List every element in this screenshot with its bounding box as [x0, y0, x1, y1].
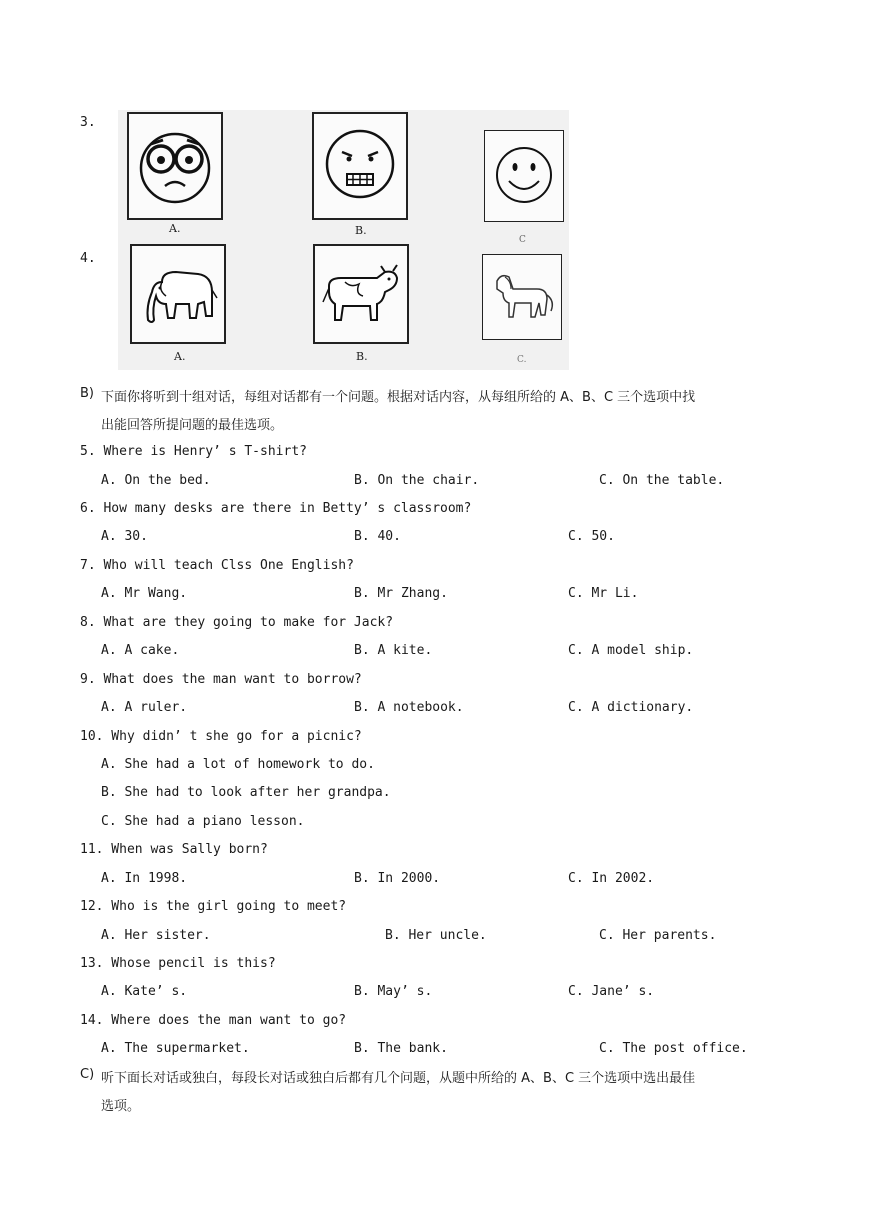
caption-3-c: C — [519, 235, 526, 245]
option-13-b: B. May’ s. — [354, 984, 433, 999]
option-14-a: A. The supermarket. — [101, 1041, 250, 1056]
option-7-b: B. Mr Zhang. — [354, 586, 448, 601]
caption-4-a: A. — [174, 350, 186, 363]
question-number-3: 3. — [80, 115, 96, 130]
option-8-c: C. A model ship. — [568, 643, 694, 658]
caption-4-b: B. — [356, 350, 368, 363]
option-12-a: A. Her sister. — [101, 928, 211, 943]
option-9-c: C. A dictionary. — [568, 700, 694, 715]
question-10: 10. Why didn’ t she go for a picnic? — [80, 729, 362, 744]
option-5-a: A. On the bed. — [101, 473, 211, 488]
caption-3-b: B. — [355, 224, 367, 237]
option-13-c: C. Jane’ s. — [568, 984, 655, 999]
option-6-c: C. 50. — [568, 529, 615, 544]
option-5-b: B. On the chair. — [354, 473, 480, 488]
option-10-b: B. She had to look after her grandpa. — [101, 785, 391, 800]
horse-icon — [482, 254, 562, 340]
question-7: 7. Who will teach Clss One English? — [80, 558, 354, 573]
section-c-instruction-2: 选项。 — [101, 1099, 141, 1114]
option-5-c: C. On the table. — [599, 473, 725, 488]
section-c-label: C) — [80, 1067, 95, 1082]
caption-4-c: C. — [517, 355, 527, 365]
section-b-instruction-1: 下面你将听到十组对话，每组对话都有一个问题。根据对话内容，从每组所给的 A、B、C 三个选项中找 — [101, 390, 696, 405]
option-9-b: B. A notebook. — [354, 700, 464, 715]
section-b-label: B) — [80, 386, 94, 401]
option-14-b: B. The bank. — [354, 1041, 448, 1056]
option-6-a: A. 30. — [101, 529, 148, 544]
option-6-b: B. 40. — [354, 529, 401, 544]
option-7-c: C. Mr Li. — [568, 586, 639, 601]
option-9-a: A. A ruler. — [101, 700, 188, 715]
option-11-c: C. In 2002. — [568, 871, 655, 886]
picture-panel — [118, 110, 569, 370]
section-b-instruction-2: 出能回答所提问题的最佳选项。 — [101, 418, 284, 433]
option-14-c: C. The post office. — [599, 1041, 748, 1056]
question-6: 6. How many desks are there in Betty’ s classroom? — [80, 501, 472, 516]
frowning-glasses-face-icon — [127, 112, 223, 220]
question-12: 12. Who is the girl going to meet? — [80, 899, 347, 914]
question-9: 9. What does the man want to borrow? — [80, 672, 362, 687]
smiling-face-icon — [484, 130, 564, 222]
question-5: 5. Where is Henry’ s T-shirt? — [80, 444, 307, 459]
elephant-icon — [130, 244, 226, 344]
option-10-c: C. She had a piano lesson. — [101, 814, 305, 829]
caption-3-a: A. — [169, 222, 181, 235]
question-number-4: 4. — [80, 251, 96, 266]
option-13-a: A. Kate’ s. — [101, 984, 188, 999]
option-12-b: B. Her uncle. — [385, 928, 487, 943]
option-12-c: C. Her parents. — [599, 928, 717, 943]
question-13: 13. Whose pencil is this? — [80, 956, 276, 971]
question-11: 11. When was Sally born? — [80, 842, 268, 857]
option-7-a: A. Mr Wang. — [101, 586, 188, 601]
option-10-a: A. She had a lot of homework to do. — [101, 757, 375, 772]
grimacing-face-icon — [312, 112, 408, 220]
section-c-instruction-1: 听下面长对话或独白，每段长对话或独白后都有几个问题，从题中所给的 A、B、C 三个选项中选出最佳 — [101, 1071, 696, 1086]
cow-icon — [313, 244, 409, 344]
question-8: 8. What are they going to make for Jack? — [80, 615, 394, 630]
question-14: 14. Where does the man want to go? — [80, 1013, 347, 1028]
option-8-b: B. A kite. — [354, 643, 433, 658]
option-11-a: A. In 1998. — [101, 871, 188, 886]
option-8-a: A. A cake. — [101, 643, 180, 658]
option-11-b: B. In 2000. — [354, 871, 441, 886]
